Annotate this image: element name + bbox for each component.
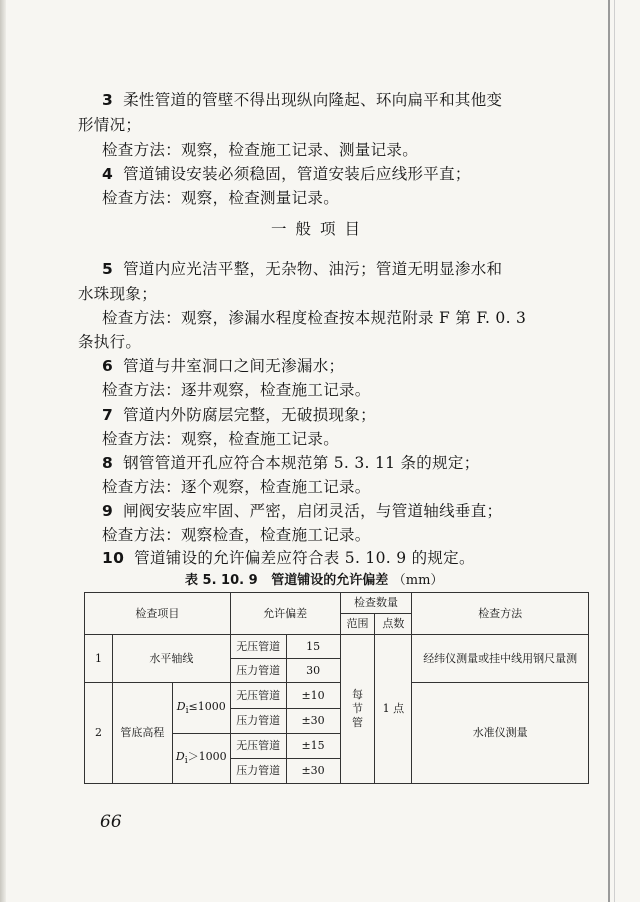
para-9-line-1 xyxy=(102,499,502,521)
tolerance-value: ±30 xyxy=(286,758,340,783)
pipe-type: 无压管道 xyxy=(230,733,286,758)
table-title xyxy=(185,569,443,588)
para-text: 管道内外防腐层完整，无破损现象； xyxy=(123,406,376,424)
para-3-line-2: 形情况； xyxy=(78,116,142,134)
item-number: 7 xyxy=(102,406,114,424)
tolerance-value: ±10 xyxy=(286,683,340,708)
para-9-method: 检查方法：观察检查，检查施工记录。 xyxy=(102,526,371,544)
method-cell-1: 经纬仪测量或挂中线用钢尺量测 xyxy=(412,635,589,683)
para-text: 管道铺设安装必须稳固，管道安装后应线形平直； xyxy=(123,165,471,183)
item-number: 5 xyxy=(102,260,114,278)
para-5-line-1 xyxy=(102,257,502,279)
page-number: 66 xyxy=(100,812,122,832)
para-7-line-1 xyxy=(102,403,376,425)
para-5-method-cont: 条执行。 xyxy=(78,333,142,351)
tolerance-value: 30 xyxy=(286,659,340,683)
para-5-method: 检查方法：观察，渗漏水程度检查按本规范附录 F 第 F. 0. 3 xyxy=(102,309,527,327)
range-cell xyxy=(340,635,375,784)
scan-left-edge xyxy=(0,0,6,902)
item-number: 4 xyxy=(102,165,114,183)
para-text: 管道内应光洁平整，无杂物、油污；管道无明显渗水和 xyxy=(123,260,503,278)
table-unit: （mm） xyxy=(392,573,444,588)
points-value: 1 点 xyxy=(375,635,412,784)
pipe-type: 压力管道 xyxy=(230,758,286,783)
para-10-line-1 xyxy=(102,546,475,568)
table-title-text: 管道铺设的允许偏差 xyxy=(271,573,389,588)
tolerance-value: ±15 xyxy=(286,733,340,758)
item-number: 6 xyxy=(102,357,114,375)
para-5-line-2: 水珠现象； xyxy=(78,285,158,303)
para-4-line-1 xyxy=(102,162,471,184)
section-heading: 一般项目 xyxy=(270,220,369,238)
para-text: 管道与井室洞口之间无渗漏水； xyxy=(123,357,345,375)
binding-line-secondary xyxy=(614,0,615,902)
item-number: 10 xyxy=(102,549,125,567)
header-range: 范围 xyxy=(340,614,375,635)
header-points: 点数 xyxy=(375,614,412,635)
header-item: 检查项目 xyxy=(85,593,231,635)
row-index: 2 xyxy=(85,683,113,784)
range-value: 每节管 xyxy=(351,688,363,730)
tolerance-value: 15 xyxy=(286,635,340,659)
header-method: 检查方法 xyxy=(412,593,589,635)
para-6-method: 检查方法：逐井观察，检查施工记录。 xyxy=(102,381,371,399)
pipe-type: 无压管道 xyxy=(230,683,286,708)
method-cell-2: 水准仪测量 xyxy=(412,683,589,784)
para-3-line-1 xyxy=(102,88,502,110)
para-text: 闸阀安装应牢固、严密，启闭灵活，与管道轴线垂直； xyxy=(123,502,503,520)
diameter-condition: $D_i>1000$ xyxy=(172,733,230,783)
row-index: 1 xyxy=(85,635,113,683)
para-text: 钢管管道开孔应符合本规范第 5. 3. 11 条的规定； xyxy=(123,454,480,472)
row-item: 管底高程 xyxy=(112,683,172,784)
para-7-method: 检查方法：观察，检查施工记录。 xyxy=(102,430,340,448)
binding-line xyxy=(608,0,610,902)
para-8-method: 检查方法：逐个观察，检查施工记录。 xyxy=(102,478,371,496)
para-6-line-1 xyxy=(102,354,344,376)
pipe-type: 压力管道 xyxy=(230,659,286,683)
item-number: 9 xyxy=(102,502,114,520)
pipe-type: 无压管道 xyxy=(230,635,286,659)
diameter-condition: $D_i\le 1000$ xyxy=(172,683,230,733)
para-text: 柔性管道的管壁不得出现纵向隆起、环向扁平和其他变 xyxy=(123,91,503,109)
tolerance-table xyxy=(84,592,589,784)
para-4-method: 检查方法：观察，检查测量记录。 xyxy=(102,189,340,207)
table-number: 表 5. 10. 9 xyxy=(185,573,258,588)
para-8-line-1 xyxy=(102,451,480,473)
para-3-method: 检查方法：观察，检查施工记录、测量记录。 xyxy=(102,141,419,159)
tolerance-value: ±30 xyxy=(286,708,340,733)
row-item: 水平轴线 xyxy=(112,635,230,683)
header-tolerance: 允许偏差 xyxy=(230,593,340,635)
pipe-type: 压力管道 xyxy=(230,708,286,733)
item-number: 3 xyxy=(102,91,114,109)
header-quantity: 检查数量 xyxy=(340,593,412,614)
item-number: 8 xyxy=(102,454,114,472)
para-text: 管道铺设的允许偏差应符合表 5. 10. 9 的规定。 xyxy=(134,549,475,567)
